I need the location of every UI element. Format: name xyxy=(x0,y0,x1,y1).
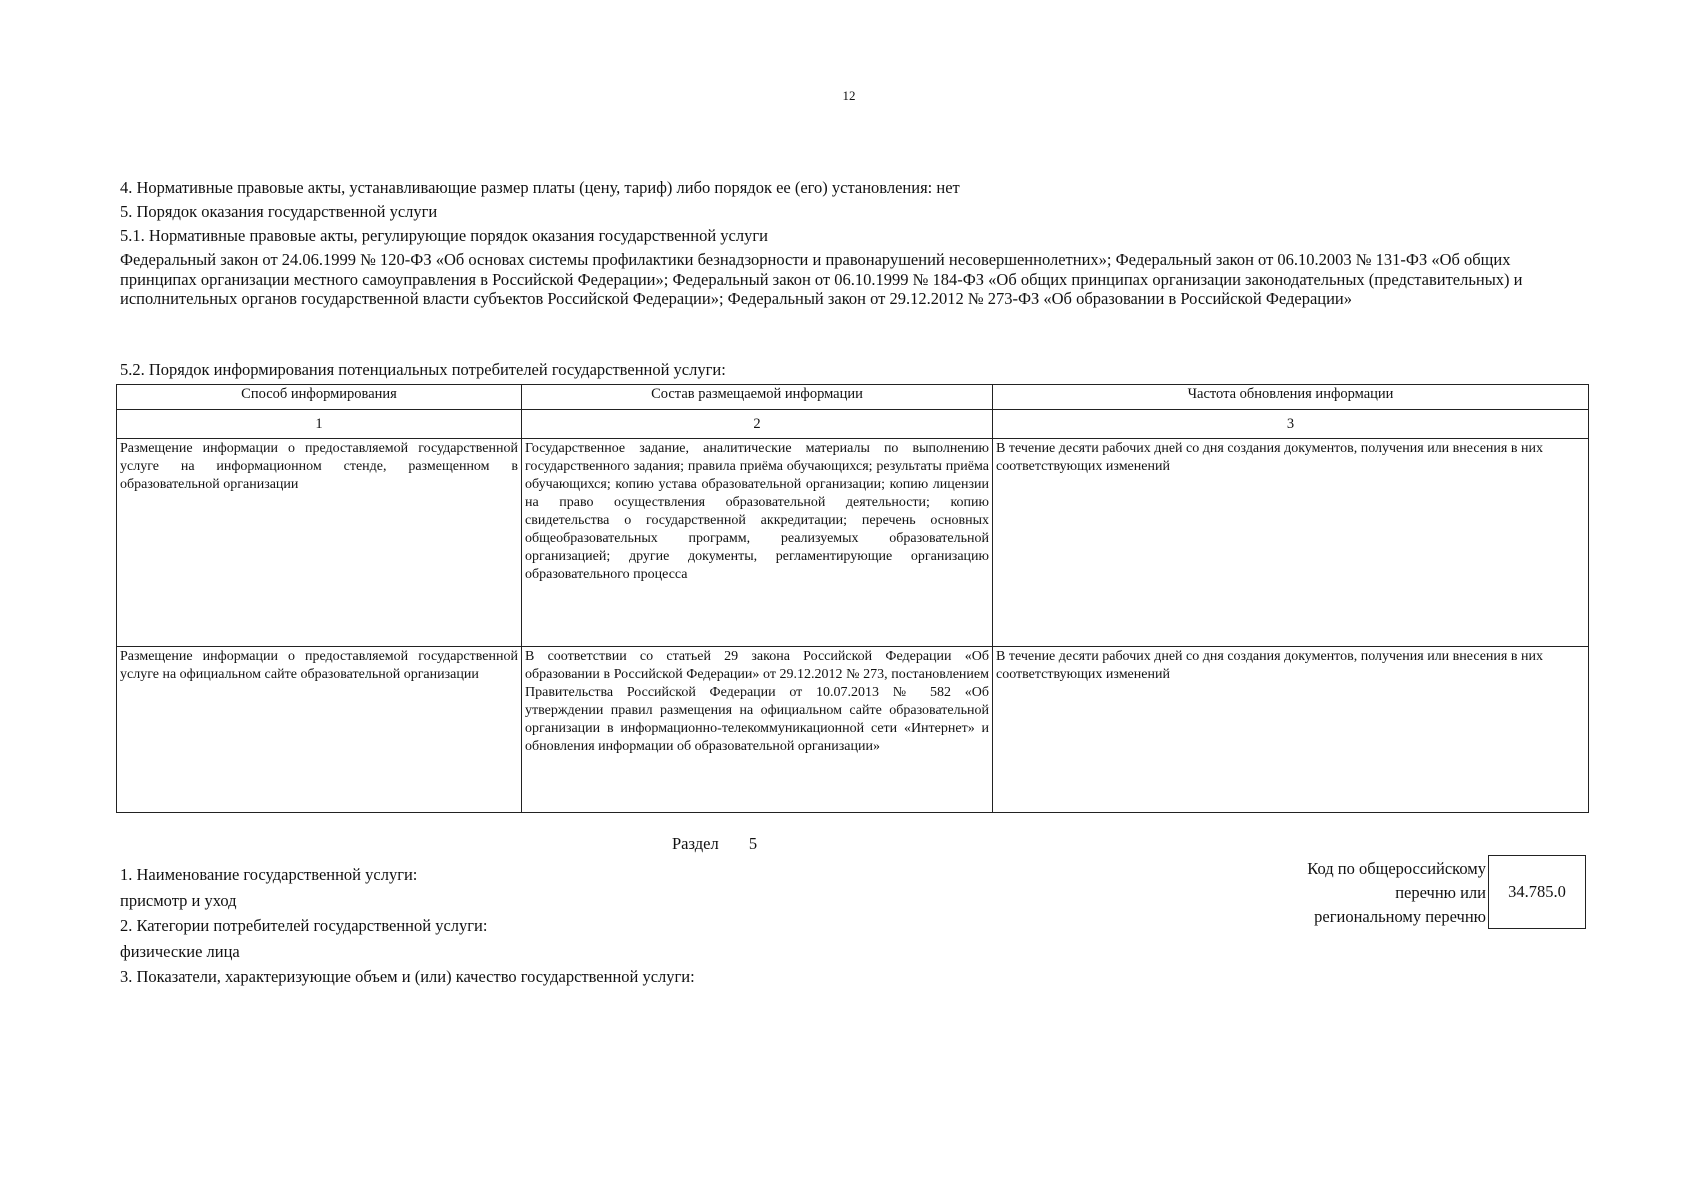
column-header: Частота обновления информации xyxy=(993,385,1589,410)
indicators-label: 3. Показатели, характеризующие объем и (или) качество государственной услуги: xyxy=(120,967,695,986)
column-number-row xyxy=(117,410,1589,439)
item-5-2-informing: 5.2. Порядок информирования потенциальных потребителей государственной услуги: xyxy=(120,360,726,379)
code-label-line: Код по общероссийскому xyxy=(1307,859,1486,878)
column-number: 2 xyxy=(522,410,993,439)
consumers-label: 2. Категории потребителей государственной услуги: xyxy=(120,916,488,935)
column-number: 1 xyxy=(117,410,522,439)
code-label-line: перечню или xyxy=(1395,883,1486,902)
service-name-value: присмотр и уход xyxy=(120,891,237,910)
informing-table xyxy=(116,384,1589,813)
method-cell: Размещение информации о предоставляемой государственной услуге на информационном стенде, размещенном в образовательной организации xyxy=(117,439,522,647)
code-label xyxy=(1307,857,1486,929)
method-cell: Размещение информации о предоставляемой государственной услуге на официальном сайте образовательной организации xyxy=(117,647,522,813)
consumers-value: физические лица xyxy=(120,942,240,961)
item-4-fees: 4. Нормативные правовые акты, устанавливающие размер платы (цену, тариф) либо порядок ее (его) установления: нет xyxy=(120,178,960,197)
content-cell: Государственное задание, аналитические материалы по выполнению государственного задания; правила приёма обучающихся; результаты приёма обучающихся; копию устава образовательной организации; копию лицензии на право осуществления образовательной деятельности; копию свидетельства о государственной аккредитации; перечень основных общеобразовательных программ, реализуемых образовательной организацией; другие документы, регламентирующие организацию образовательного процесса xyxy=(522,439,993,647)
section-label: Раздел xyxy=(672,834,719,853)
item-5-procedure: 5. Порядок оказания государственной услуги xyxy=(120,202,438,221)
frequency-cell: В течение десяти рабочих дней со дня создания документов, получения или внесения в них соответствующих изменений xyxy=(993,647,1589,813)
table-row xyxy=(117,647,1589,813)
page-number: 12 xyxy=(842,88,856,103)
service-name-label: 1. Наименование государственной услуги: xyxy=(120,865,418,884)
table-header-row xyxy=(117,385,1589,410)
column-number: 3 xyxy=(993,410,1589,439)
frequency-cell: В течение десяти рабочих дней со дня создания документов, получения или внесения в них соответствующих изменений xyxy=(993,439,1589,647)
column-header: Способ информирования xyxy=(117,385,522,410)
code-value: 34.785.0 xyxy=(1508,882,1566,901)
table-row xyxy=(117,439,1589,647)
section-title xyxy=(672,834,757,854)
code-value-box xyxy=(1488,855,1586,929)
section-number: 5 xyxy=(748,834,758,853)
content-cell: В соответствии со статьей 29 закона Российской Федерации «Об образовании в Российской Федерации» от 29.12.2012 № 273, постановлением Правительства Российской Федерации от 10.07.2013 № 582 «Об утверждении правил размещения на официальном сайте образовательной организации в информационно-телекоммуникационной сети «Интернет» и обновления информации об образовательной организации» xyxy=(522,647,993,813)
code-label-line: региональному перечню xyxy=(1314,907,1486,926)
column-header: Состав размещаемой информации xyxy=(522,385,993,410)
laws-paragraph: Федеральный закон от 24.06.1999 № 120-ФЗ «Об основах системы профилактики безнадзорности и правонарушений несовершеннолетних»; Федеральный закон от 06.10.2003 № 131-ФЗ «Об общих принципах организации местного самоуправления в Российской Федерации»; Федеральный закон от 06.10.1999 № 184-ФЗ «Об общих принципах организации законодательных (представительных) и исполнительных органов государственной власти субъектов Российской Федерации»; Федеральный закон от 29.12.2012 № 273-ФЗ «Об образовании в Российской Федерации» xyxy=(120,250,1523,308)
item-5-1-acts: 5.1. Нормативные правовые акты, регулирующие порядок оказания государственной услуги xyxy=(120,226,768,245)
